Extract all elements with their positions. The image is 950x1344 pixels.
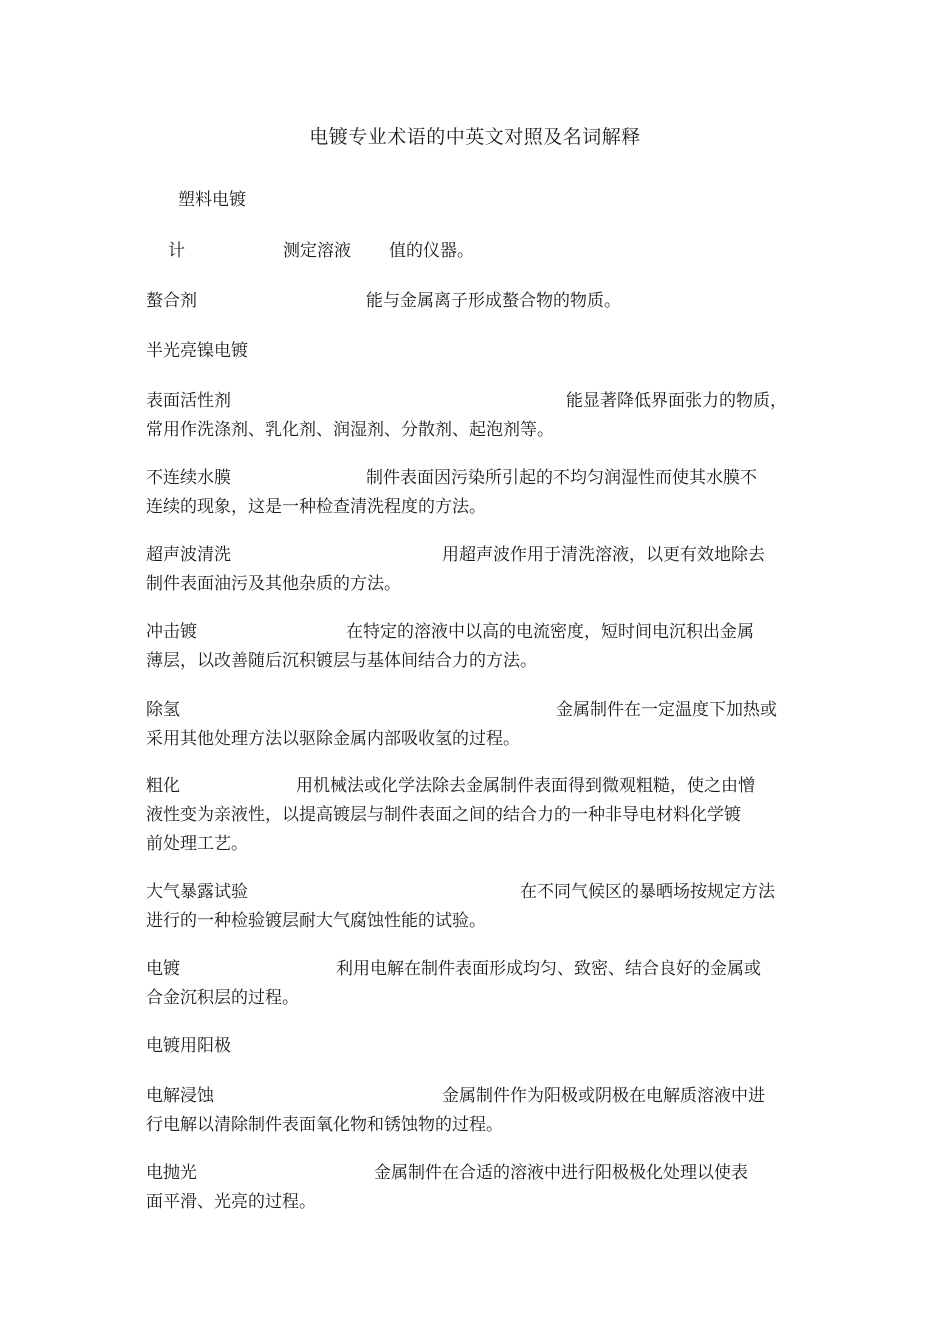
definition: 能显著降低界面张力的物质， bbox=[566, 391, 787, 411]
definition: 制件表面因污染所引起的不均匀润湿性而使其水膜不 bbox=[366, 468, 757, 488]
entry-atmospheric-exposure-test bbox=[146, 878, 810, 936]
term: 电镀用阳极 bbox=[146, 1036, 231, 1056]
entry-water-break bbox=[146, 464, 810, 522]
definition-continuation: 薄层，以改善随后沉积镀层与基体间结合力的方法。 bbox=[146, 651, 537, 671]
definition-continuation: 面平滑、光亮的过程。 bbox=[146, 1192, 316, 1212]
entry-electropolishing bbox=[146, 1159, 810, 1217]
entry-strike-plating bbox=[146, 618, 810, 676]
definition-continuation: 连续的现象，这是一种检查清洗程度的方法。 bbox=[146, 497, 486, 517]
term: 冲击镀 bbox=[146, 622, 197, 642]
definition-continuation: 制件表面油污及其他杂质的方法。 bbox=[146, 574, 401, 594]
definition: 金属制件在合适的溶液中进行阳极极化处理以使表 bbox=[374, 1163, 748, 1183]
entry-ph-meter bbox=[168, 237, 832, 266]
term: 表面活性剂 bbox=[146, 391, 231, 411]
entry-ultrasonic-cleaning bbox=[146, 541, 810, 599]
entry-surfactant bbox=[146, 387, 810, 445]
definition-continuation: 行电解以清除制件表面氧化物和锈蚀物的过程。 bbox=[146, 1115, 503, 1135]
definition: 利用电解在制件表面形成均匀、致密、结合良好的金属或 bbox=[336, 959, 761, 979]
definition-continuation: 进行的一种检验镀层耐大气腐蚀性能的试验。 bbox=[146, 911, 486, 931]
entry-hydrogen-removal bbox=[146, 696, 810, 754]
definition-continuation: 采用其他处理方法以驱除金属内部吸收氢的过程。 bbox=[146, 729, 520, 749]
definition: 能与金属离子形成螯合物的物质。 bbox=[366, 291, 621, 311]
term: 计 bbox=[168, 241, 185, 261]
term: 除氢 bbox=[146, 700, 180, 720]
term: 电解浸蚀 bbox=[146, 1086, 214, 1106]
definition: 用超声波作用于清洗溶液，以更有效地除去 bbox=[442, 545, 765, 565]
entry-semi-bright-nickel bbox=[146, 337, 810, 366]
definition: 用机械法或化学法除去金属制件表面得到微观粗糙，使之由憎 bbox=[296, 776, 755, 796]
definition: 金属制件作为阳极或阴极在电解质溶液中进 bbox=[442, 1086, 765, 1106]
entry-roughening bbox=[146, 772, 810, 859]
entry-plastic-plating bbox=[178, 186, 842, 215]
entry-plating-anode bbox=[146, 1032, 810, 1061]
definition-continuation-2: 前处理工艺。 bbox=[146, 834, 248, 854]
entry-electrolytic-pickling bbox=[146, 1082, 810, 1140]
entry-electroplating bbox=[146, 955, 810, 1013]
term: 塑料电镀 bbox=[178, 190, 246, 210]
definition: 测定溶液 bbox=[283, 241, 351, 261]
term: 超声波清洗 bbox=[146, 545, 231, 565]
term: 电抛光 bbox=[146, 1163, 197, 1183]
term: 不连续水膜 bbox=[146, 468, 231, 488]
definition-continuation: 常用作洗涤剂、乳化剂、润湿剂、分散剂、起泡剂等。 bbox=[146, 420, 554, 440]
entry-chelating-agent bbox=[146, 287, 810, 316]
definition-continuation: 合金沉积层的过程。 bbox=[146, 988, 299, 1008]
definition: 金属制件在一定温度下加热或 bbox=[556, 700, 777, 720]
page-title: 电镀专业术语的中英文对照及名词解释 bbox=[309, 126, 641, 148]
term: 半光亮镍电镀 bbox=[146, 341, 248, 361]
definition: 在特定的溶液中以高的电流密度，短时间电沉积出金属 bbox=[346, 622, 754, 642]
definition: 在不同气候区的暴晒场按规定方法 bbox=[520, 882, 775, 902]
term: 大气暴露试验 bbox=[146, 882, 248, 902]
definition-suffix: 值的仪器。 bbox=[389, 241, 474, 261]
term: 螯合剂 bbox=[146, 291, 197, 311]
term: 电镀 bbox=[146, 959, 180, 979]
term: 粗化 bbox=[146, 776, 180, 796]
definition-continuation: 液性变为亲液性，以提高镀层与制件表面之间的结合力的一种非导电材料化学镀 bbox=[146, 805, 741, 825]
